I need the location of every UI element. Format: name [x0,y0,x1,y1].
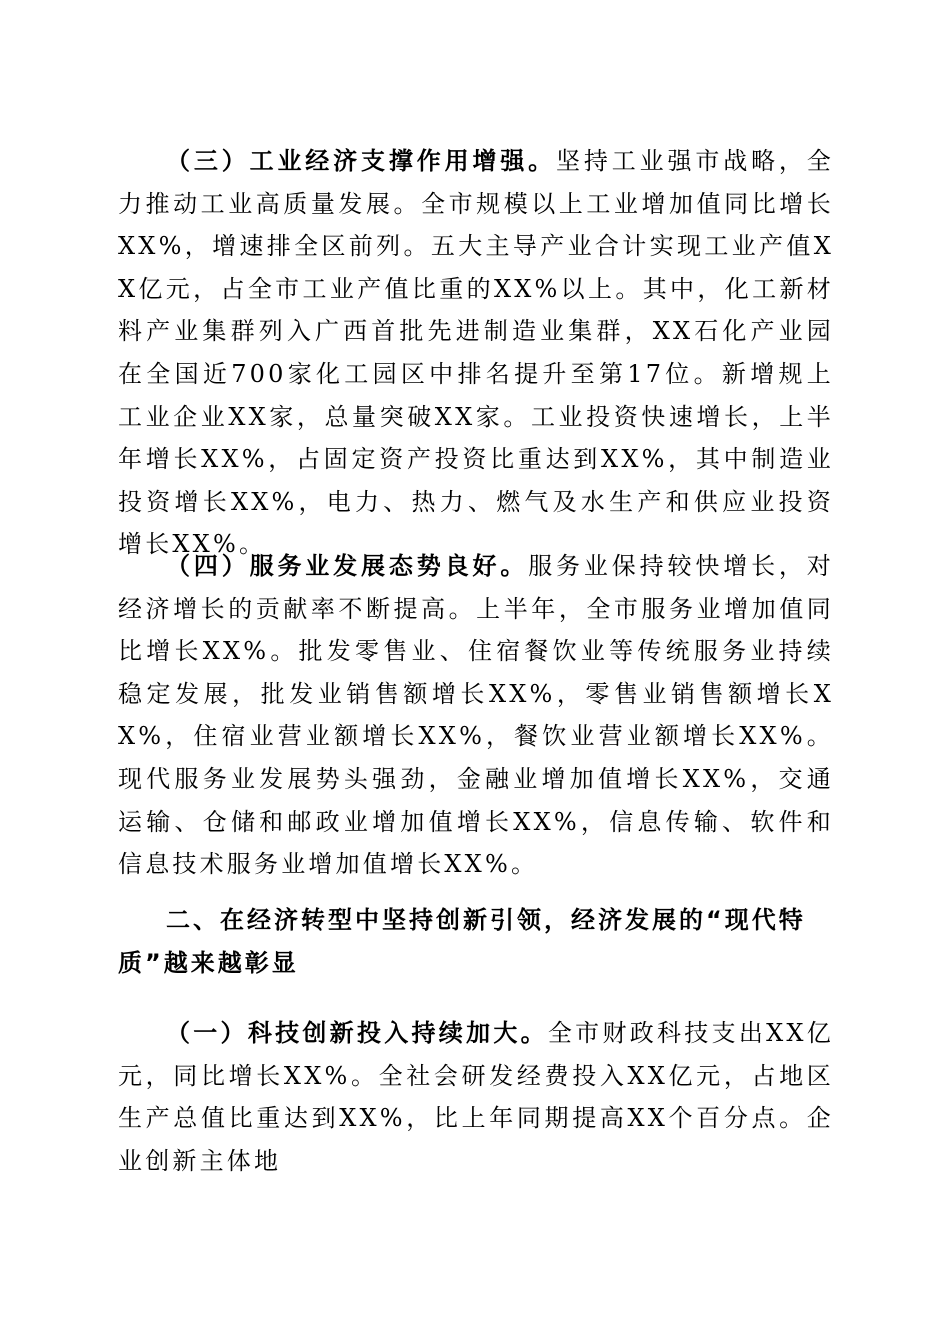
paragraph-service-industry [118,545,834,886]
section-lead-industrial: （三）工业经济支撑作用增强。 [166,147,557,175]
chapter-heading-innovation: 二、在经济转型中坚持创新引领，经济发展的“现代特质”越来越彰显 [118,906,806,977]
paragraph-industrial-economy [118,140,834,566]
paragraph-tech-innovation [118,1012,834,1182]
section-lead-tech: （一）科技创新投入持续加大。 [166,1019,548,1047]
section-body-service: 服务业保持较快增长，对经济增长的贡献率不断提高。上半年，全市服务业增加值同比增长XX%。批发零售业、住宿餐饮业等传统服务业持续稳定发展，批发业销售额增长XX%，零售业销售额增长XX%，住宿业营业额增长XX%，餐饮业营业额增长XX%。现代服务业发展势头强劲，金融业增加值增长XX%，交通运输、仓储和邮政业增加值增长XX%，信息传输、软件和信息技术服务业增加值增长XX%。 [118,552,834,879]
section-lead-service: （四）服务业发展态势良好。 [166,552,529,580]
section-body-industrial: 坚持工业强市战略，全力推动工业高质量发展。全市规模以上工业增加值同比增长XX%，增速排全区前列。五大主导产业合计实现工业产值XX亿元，占全市工业产值比重的XX%以上。其中，化工新材料产业集群列入广西首批先进制造业集群，XX石化产业园在全国近700家化工园区中排名提升至第17位。新增规上工业企业XX家，总量突破XX家。工业投资快速增长，上半年增长XX%，占固定资产投资比重达到XX%，其中制造业投资增长XX%，电力、热力、燃气及水生产和供应业投资增长XX%。 [118,147,834,559]
section-body-tech: 全市财政科技支出XX亿元，同比增长XX%。全社会研发经费投入XX亿元，占地区生产总值比重达到XX%，比上年同期提高XX个百分点。企业创新主体地 [118,1019,834,1175]
